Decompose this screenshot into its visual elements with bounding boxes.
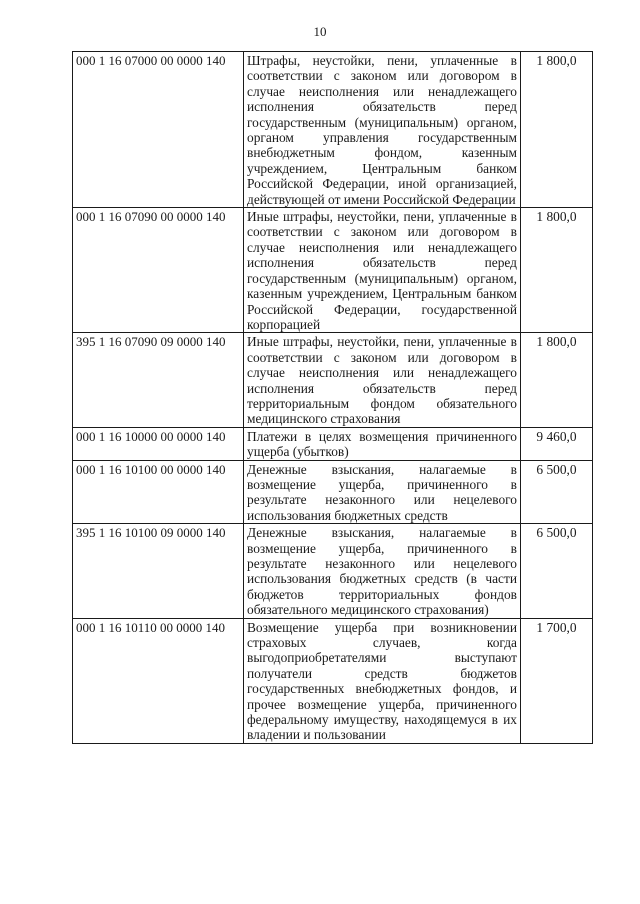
amount-cell: 9 460,0 [521,427,593,460]
table-row [73,208,593,333]
description-cell: Штрафы, неустойки, пени, уплаченные в соответствии с законом или договором в случае неисполнения или ненадлежащего исполнения обязательств перед государственным (муниципальным) органом, органом управления государственным внебюджетным фондом, казенным учреждением, Центральным банком Российской Федерации, иной организацией, действующей от имени Российской Федерации [244,52,521,208]
budget-code-cell: 000 1 16 10000 00 0000 140 [73,427,244,460]
page-number: 10 [313,24,327,39]
table-row [73,460,593,524]
description-cell: Иные штрафы, неустойки, пени, уплаченные в соответствии с законом или договором в случае неисполнения или ненадлежащего исполнения обязательств перед территориальным фондом обязательного медицинского страхования [244,333,521,427]
table-row [73,427,593,460]
amount-cell: 1 800,0 [521,52,593,208]
budget-revenue-table [72,51,593,744]
description-cell: Денежные взыскания, налагаемые в возмещение ущерба, причиненного в результате незаконного или нецелевого использования бюджетных средств [244,460,521,524]
budget-code-cell: 000 1 16 10100 00 0000 140 [73,460,244,524]
amount-cell: 6 500,0 [521,524,593,618]
amount-cell: 1 700,0 [521,618,593,743]
description-cell: Возмещение ущерба при возникновении страховых случаев, когда выгодоприобретателями выступают получатели средств бюджетов государственных внебюджетных фондов, и прочее возмещение ущерба, причиненного федеральному имуществу, находящемуся в их владении и пользовании [244,618,521,743]
description-cell: Денежные взыскания, налагаемые в возмещение ущерба, причиненного в результате незаконного или нецелевого использования бюджетных средств (в части бюджетов территориальных фондов обязательного медицинского страхования) [244,524,521,618]
amount-cell: 1 800,0 [521,333,593,427]
amount-cell: 1 800,0 [521,208,593,333]
description-cell: Платежи в целях возмещения причиненного ущерба (убытков) [244,427,521,460]
description-cell: Иные штрафы, неустойки, пени, уплаченные в соответствии с законом или договором в случае неисполнения или ненадлежащего исполнения обязательств перед государственным (муниципальным) органом, казенным учреждением, Центральным банком Российской Федерации, государственной корпорацией [244,208,521,333]
budget-code-cell: 000 1 16 10110 00 0000 140 [73,618,244,743]
table-row [73,618,593,743]
table-row [73,333,593,427]
budget-code-cell: 000 1 16 07090 00 0000 140 [73,208,244,333]
budget-code-cell: 395 1 16 07090 09 0000 140 [73,333,244,427]
budget-code-cell: 000 1 16 07000 00 0000 140 [73,52,244,208]
amount-cell: 6 500,0 [521,460,593,524]
table-row [73,524,593,618]
table-row [73,52,593,208]
budget-code-cell: 395 1 16 10100 09 0000 140 [73,524,244,618]
